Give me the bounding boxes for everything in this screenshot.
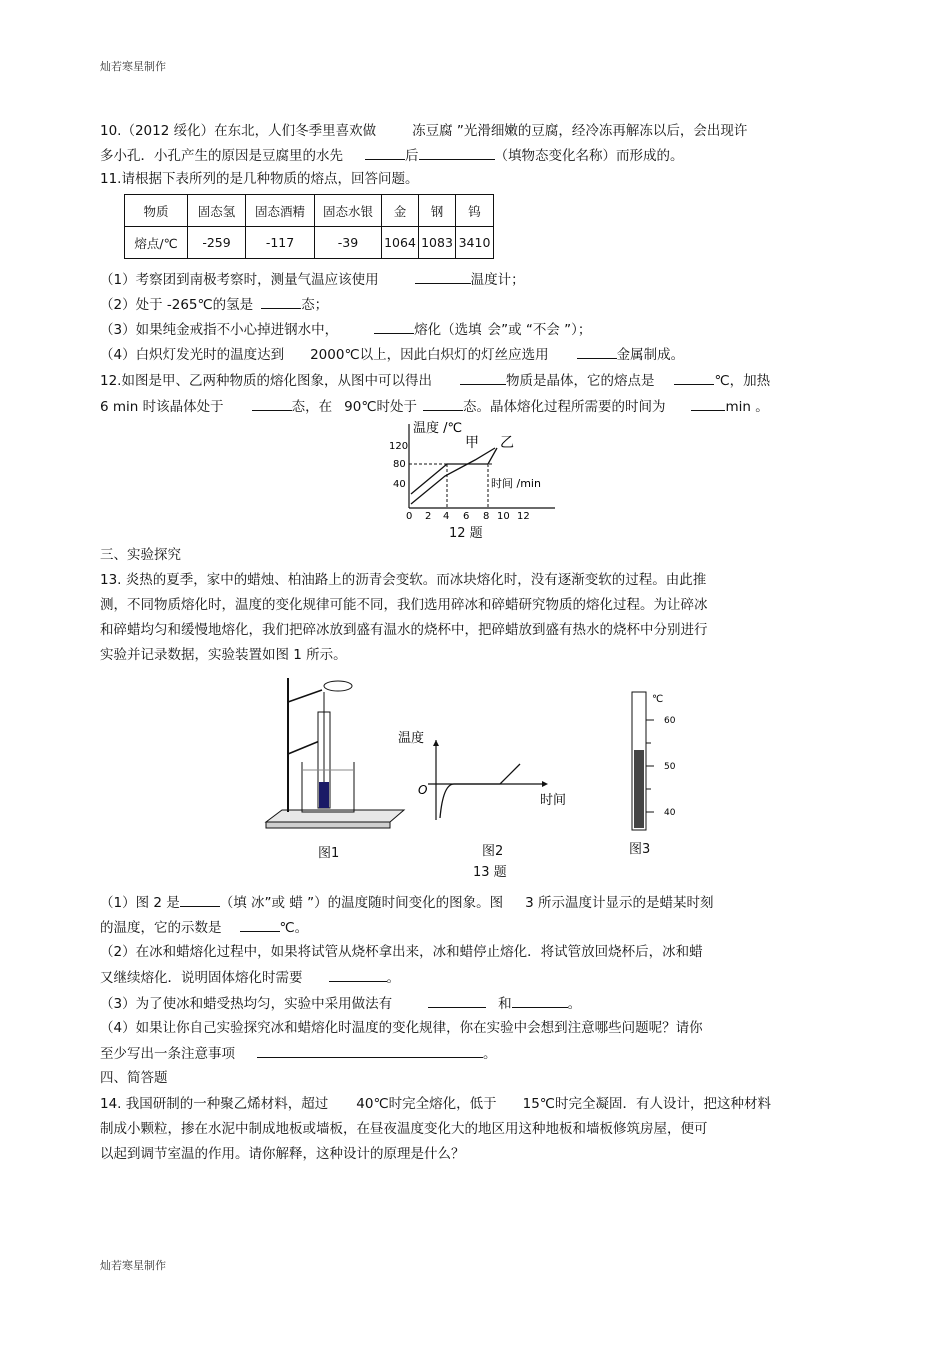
answer-blank[interactable] bbox=[512, 994, 568, 1008]
q14-line3: 以起到调节室温的作用。请你解释，这种设计的原理是什么？ bbox=[100, 1146, 465, 1162]
tick-label: 4 bbox=[443, 511, 450, 522]
series-label-yi: 乙 bbox=[500, 435, 514, 451]
q12-caption: 12 题 bbox=[449, 526, 483, 541]
table-cell: 熔点/℃ bbox=[125, 227, 188, 259]
origin-label: O bbox=[418, 783, 428, 797]
section-3-title: 三、实验探究 bbox=[100, 547, 181, 563]
q13-part4-cont: 至少写出一条注意事项 。 bbox=[100, 1046, 497, 1062]
x-axis-arrow bbox=[542, 781, 548, 787]
tick-label: 60 bbox=[664, 716, 676, 726]
tick-label: 50 bbox=[664, 762, 676, 772]
tick-label: 40 bbox=[393, 479, 406, 490]
q13-part1: （1）图 2 是 （填 冰”或 蜡 ”）的温度随时间变化的图象。图 3 所示温度计显示的是蜡某时刻 bbox=[100, 895, 714, 911]
table-cell: 固态酒精 bbox=[246, 195, 315, 227]
y-axis-label: 温度 bbox=[398, 731, 425, 746]
answer-blank[interactable] bbox=[691, 397, 725, 411]
fig2-curve bbox=[440, 764, 520, 818]
q13-para-line: 和碎蜡均匀和缓慢地熔化，我们把碎冰放到盛有温水的烧杯中，把碎蜡放到盛有热水的烧杯中分别进行 bbox=[100, 622, 708, 638]
q13-part2-cont: 又继续熔化．说明固体熔化时需要 。 bbox=[100, 970, 400, 986]
tick-label: 2 bbox=[425, 511, 432, 522]
q13-para-line: 实验并记录数据，实验装置如图 1 所示。 bbox=[100, 647, 347, 663]
q13-para-line: 13. 炎热的夏季，家中的蜡烛、柏油路上的沥青会变软。而冰块熔化时，没有逐渐变软的过程。由此推 bbox=[100, 572, 707, 588]
q12-line2: 6 min 时该晶体处于 态，在 90℃时处于 态。晶体熔化过程所需要的时间为 min 。 bbox=[100, 399, 769, 415]
thermometer-liquid bbox=[634, 750, 644, 828]
y-axis-arrow bbox=[433, 740, 439, 746]
table-cell: 1083 bbox=[419, 227, 456, 259]
tick-label: 10 bbox=[497, 511, 510, 522]
q13-para-line: 测，不同物质熔化时，温度的变化规律可能不同，我们选用碎冰和碎蜡研究物质的熔化过程。为让碎冰 bbox=[100, 597, 708, 613]
y-axis-label: 温度 /℃ bbox=[413, 421, 463, 436]
unit-label: ℃ bbox=[652, 694, 664, 705]
q12-melting-graph bbox=[385, 418, 565, 522]
tick-label: 12 bbox=[517, 511, 530, 522]
table-cell: -117 bbox=[246, 227, 315, 259]
fig3-label: 图3 bbox=[629, 842, 651, 857]
table-cell: 钨 bbox=[456, 195, 494, 227]
crushed-sample bbox=[319, 782, 329, 808]
clamp-head bbox=[324, 681, 352, 691]
q13-part4: （4）如果让你自己实验探究冰和蜡熔化时温度的变化规律，你在实验中会想到注意哪些问题呢？请你 bbox=[100, 1020, 703, 1036]
q14-line2: 制成小颗粒，掺在水泥中制成地板或墙板，在昼夜温度变化大的地区用这种地板和墙板修筑房屋，便可 bbox=[100, 1121, 708, 1137]
x-axis-label: 时间 /min bbox=[491, 477, 541, 490]
answer-blank[interactable] bbox=[674, 371, 714, 385]
fig1-label: 图1 bbox=[318, 846, 340, 861]
q10-line1: 10.（2012 绥化）在东北，人们冬季里喜欢做 冻豆腐 ”光滑细嫩的豆腐，经冷冻再解冻以后，会出现许 bbox=[100, 123, 748, 139]
table-cell: 3410 bbox=[456, 227, 494, 259]
answer-blank[interactable] bbox=[329, 968, 387, 982]
answer-blank[interactable] bbox=[460, 371, 506, 385]
series-label-jia: 甲 bbox=[465, 435, 479, 451]
fig2-label: 图2 bbox=[482, 844, 504, 859]
table-cell: 钢 bbox=[419, 195, 456, 227]
answer-blank[interactable] bbox=[423, 397, 463, 411]
q14-line1: 14. 我国研制的一种聚乙烯材料，超过 40℃时完全熔化，低于 15℃时完全凝固．有人设计，把这种材料 bbox=[100, 1096, 771, 1112]
table-cell: 物质 bbox=[125, 195, 188, 227]
answer-blank[interactable] bbox=[240, 918, 280, 932]
q11-part3: （3）如果纯金戒指不小心掉进钢水中， 熔化（选填 会”或 “不会 ”）； bbox=[100, 322, 592, 338]
fig2-graph bbox=[396, 722, 580, 834]
answer-blank[interactable] bbox=[415, 270, 471, 284]
table-cell: -39 bbox=[315, 227, 382, 259]
tick-label: 80 bbox=[393, 459, 406, 470]
series-yi-line bbox=[411, 448, 495, 504]
answer-blank[interactable] bbox=[257, 1044, 483, 1058]
q13-caption: 13 题 bbox=[473, 865, 507, 880]
tick-label: 40 bbox=[664, 808, 676, 818]
q13-part2: （2）在冰和蜡熔化过程中，如果将试管从烧杯拿出来，冰和蜡停止熔化．将试管放回烧杯后，冰和蜡 bbox=[100, 944, 703, 960]
answer-blank[interactable] bbox=[365, 146, 405, 160]
table-cell: -259 bbox=[188, 227, 246, 259]
clamp-arm bbox=[288, 690, 322, 702]
q12-line1: 12.如图是甲、乙两种物质的熔化图象，从图中可以得出 物质是晶体，它的熔点是 ℃，加热 bbox=[100, 373, 771, 389]
table-header-row bbox=[125, 195, 494, 227]
q11-intro: 11.请根据下表所列的是几种物质的熔点，回答问题。 bbox=[100, 171, 419, 187]
page-footer: 灿若寒星制作 bbox=[100, 1259, 166, 1272]
answer-blank[interactable] bbox=[252, 397, 292, 411]
fig3-thermometer bbox=[626, 690, 690, 832]
table-cell: 固态水银 bbox=[315, 195, 382, 227]
q13-part1-cont: 的温度，它的示数是 ℃。 bbox=[100, 920, 309, 936]
tick-label: 120 bbox=[389, 441, 409, 452]
answer-blank[interactable] bbox=[180, 893, 220, 907]
x-axis-label: 时间 bbox=[540, 793, 567, 808]
q10-line2: 多小孔．小孔产生的原因是豆腐里的水先 后 （填物态变化名称）而形成的。 bbox=[100, 148, 684, 164]
table-cell: 1064 bbox=[382, 227, 419, 259]
q11-part2: （2）处于 -265℃的氢是 态； bbox=[100, 297, 329, 313]
answer-blank[interactable] bbox=[419, 146, 495, 160]
fig1-apparatus bbox=[262, 674, 406, 840]
answer-blank[interactable] bbox=[374, 320, 414, 334]
answer-blank[interactable] bbox=[577, 345, 617, 359]
tick-label: 6 bbox=[463, 511, 470, 522]
table-cell: 固态氢 bbox=[188, 195, 246, 227]
q13-part3: （3）为了使冰和蜡受热均匀，实验中采用做法有 和 。 bbox=[100, 996, 582, 1012]
section-4-title: 四、简答题 bbox=[100, 1070, 168, 1086]
answer-blank[interactable] bbox=[261, 295, 301, 309]
tick-label: 0 bbox=[406, 511, 413, 522]
tick-label: 8 bbox=[483, 511, 490, 522]
q11-part4: （4）白炽灯发光时的温度达到 2000℃以上，因此白炽灯的灯丝应选用 金属制成。 bbox=[100, 347, 685, 363]
base-plate-edge bbox=[266, 822, 390, 828]
q11-part1: （1）考察团到南极考察时，测量气温应该使用 温度计； bbox=[100, 272, 525, 288]
table-row bbox=[125, 227, 494, 259]
table-cell: 金 bbox=[382, 195, 419, 227]
answer-blank[interactable] bbox=[428, 994, 486, 1008]
ring-arm bbox=[288, 740, 322, 754]
page-header: 灿若寒星制作 bbox=[100, 60, 166, 73]
melting-point-table bbox=[124, 194, 494, 259]
